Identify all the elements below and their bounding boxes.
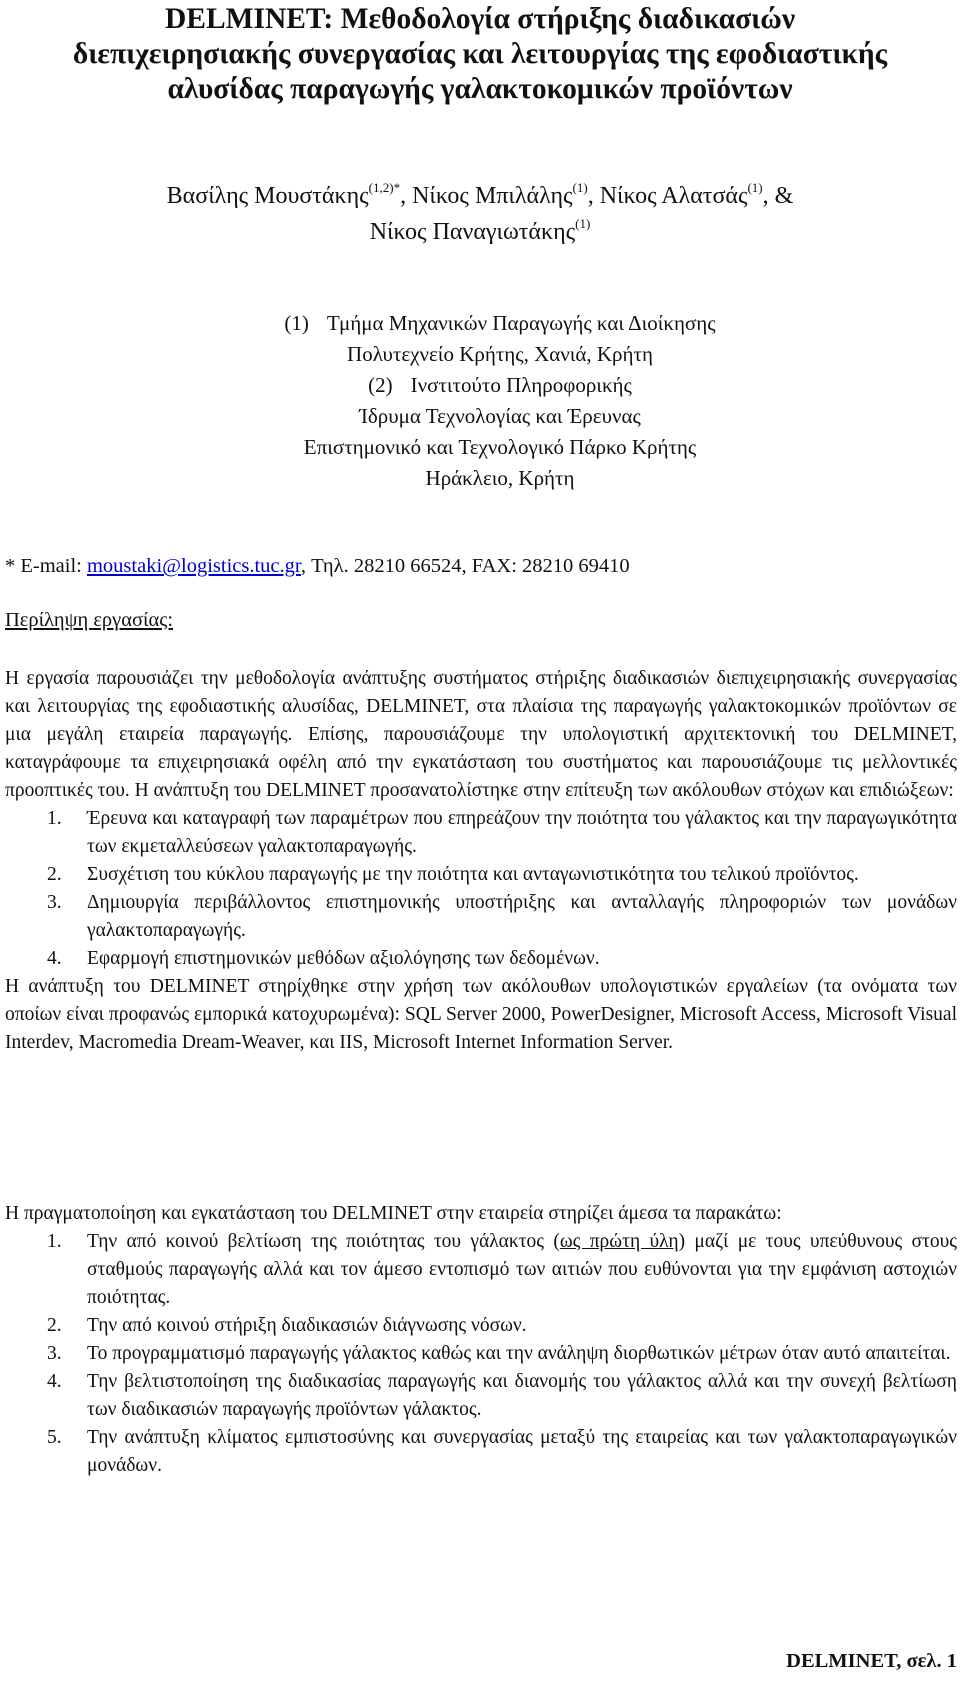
list-item: 4. Εφαρμογή επιστημονικών μεθόδων αξιολόγησης των δεδομένων. [5,945,957,973]
author-name: Νίκος Μπιλάλης [412,183,573,209]
list-number: 3. [47,892,62,913]
affiliation-number: (1) [284,311,309,335]
list-item: 3. Το προγραμματισμό παραγωγής γάλακτος καθώς και την ανάληψη διορθωτικών μέτρων όταν αυτό απαιτείται. [5,1340,957,1368]
affiliation-line: (2) Ινστιτούτο Πληροφορικής [368,373,632,397]
implementation-intro: Η πραγματοποίηση και εγκατάσταση του DELMINET στην εταιρεία στηρίζει άμεσα τα παρακάτω: [5,1203,782,1224]
implementation-section [5,1200,957,1480]
abstract-body [5,665,957,1057]
affiliation-number: (2) [368,373,393,397]
list-number: 5. [47,1427,62,1448]
list-number: 3. [47,1343,62,1364]
author-separator: , & [762,183,794,209]
implementation-list [5,1228,957,1480]
affiliation-line: Επιστημονικό και Τεχνολογικό Πάρκο Κρήτης [303,435,697,459]
author-separator: , [400,183,413,209]
author-name: Νίκος Αλατσάς [599,183,748,209]
list-item: 1. Έρευνα και καταγραφή των παραμέτρων που επηρεάζουν την ποιότητα του γάλακτος και την παραγωγικότητα των εκμεταλλεύσεων γαλακτοπαραγωγής. [5,805,957,861]
affiliation-line: (1) Τμήμα Μηχανικών Παραγωγής και Διοίκησης [284,311,716,335]
list-number: 4. [47,1371,62,1392]
author-affiliation-mark: (1) [575,216,591,231]
page-footer: DELMINET, σελ. 1 [786,1650,957,1672]
affiliation-line: Ηράκλειο, Κρήτη [425,466,575,490]
list-item: 4. Την βελτιστοποίηση της διαδικασίας παραγωγής και διανομής του γάλακτος αλλά και την συνεχή βελτίωση των διαδικασιών παραγωγής προϊόντων γάλακτος. [5,1368,957,1424]
title-line-1: DELMINET: Μεθοδολογία στήριξης διαδικασιών [164,3,796,35]
list-number: 2. [47,1315,62,1336]
list-item: 2. Συσχέτιση του κύκλου παραγωγής με την ποιότητα και ανταγωνιστικότητα του τελικού προϊόντος. [5,861,957,889]
affiliations-block [130,308,870,494]
list-number: 1. [47,1231,62,1252]
list-item: 1. Την από κοινού βελτίωση της ποιότητας του γάλακτος (ως πρώτη ύλη) μαζί με τους υπεύθυνους στους σταθμούς παραγωγής αλλά και τον άμεσο εντοπισμό των αιτιών που ευθύνονται για την εμφάνιση αστοχιών ποιότητας. [5,1228,957,1312]
author-name: Βασίλης Μουστάκης [166,183,369,209]
goals-list [5,805,957,973]
list-item: 3. Δημιουργία περιβάλλοντος επιστημονικής υποστήριξης και ανταλλαγής πληροφοριών των μονάδων γαλακτοπαραγωγής. [5,889,957,945]
author-name: Νίκος Παναγιωτάκης [369,219,576,245]
paper-title [10,2,950,107]
list-number: 1. [47,808,62,829]
abstract-heading: Περίληψη εργασίας: [5,609,174,631]
tools-paragraph: Η ανάπτυξη του DELMINET στηρίχθηκε στην χρήση των ακόλουθων υπολογιστικών εργαλείων (τα ονόματα των οποίων είναι προφανώς εμπορικά κατοχυρωμένα): SQL Server 2000, PowerDesigner, Microsoft Access, Microsoft Visual Interdev, Macromedia Dream-Weaver, και IIS, Microsoft Internet Information Server. [5,976,957,1053]
abstract-intro: Η εργασία παρουσιάζει την μεθοδολογία ανάπτυξης συστήματος στήριξης διαδικασιών διεπιχειρησιακής συνεργασίας και λειτουργίας της εφοδιαστικής αλυσίδας, DELMINET, στα πλαίσια της παραγωγής γαλακτοκομικών προϊόντων σε μια μεγάλη εταιρεία παραγωγής. Επίσης, παρουσιάζουμε την υπολογιστική αρχιτεκτονική του DELMINET, καταγράφουμε τα επιχειρησιακά οφέλη από την εγκατάσταση του συστήματος και παρουσιάζουμε τις μελλοντικές προοπτικές του. Η ανάπτυξη του DELMINET προσανατολίστηκε στην επίτευξη των ακόλουθων στόχων και επιδιώξεων: [5,668,957,801]
affiliation-line: Ίδρυμα Τεχνολογίας και Έρευνας [359,404,641,428]
affiliation-line: Πολυτεχνείο Κρήτης, Χανιά, Κρήτη [347,342,653,366]
contact-line: * E-mail: moustaki@logistics.tuc.gr, Τηλ. 28210 66524, FAX: 28210 69410 [5,555,630,577]
underlined-phrase: ως πρώτη ύλη [559,1231,679,1252]
list-number: 4. [47,948,62,969]
title-line-3: αλυσίδας παραγωγής γαλακτοκομικών προϊόντων [167,73,793,105]
list-number: 2. [47,864,62,885]
author-affiliation-mark: (1) [572,180,588,195]
email-link[interactable]: moustaki@logistics.tuc.gr [86,555,301,577]
author-affiliation-mark: (1,2)* [368,180,401,195]
list-item: 2. Την από κοινού στήριξη διαδικασιών διάγνωσης νόσων. [5,1312,957,1340]
author-affiliation-mark: (1) [747,180,763,195]
list-item: 5. Την ανάπτυξη κλίματος εμπιστοσύνης και συνεργασίας μεταξύ της εταιρείας και των γαλακτοπαραγωγικών μονάδων. [5,1424,957,1480]
author-list [40,178,920,250]
author-separator: , [587,183,600,209]
title-line-2: διεπιχειρησιακής συνεργασίας και λειτουργίας της εφοδιαστικής [72,38,888,70]
